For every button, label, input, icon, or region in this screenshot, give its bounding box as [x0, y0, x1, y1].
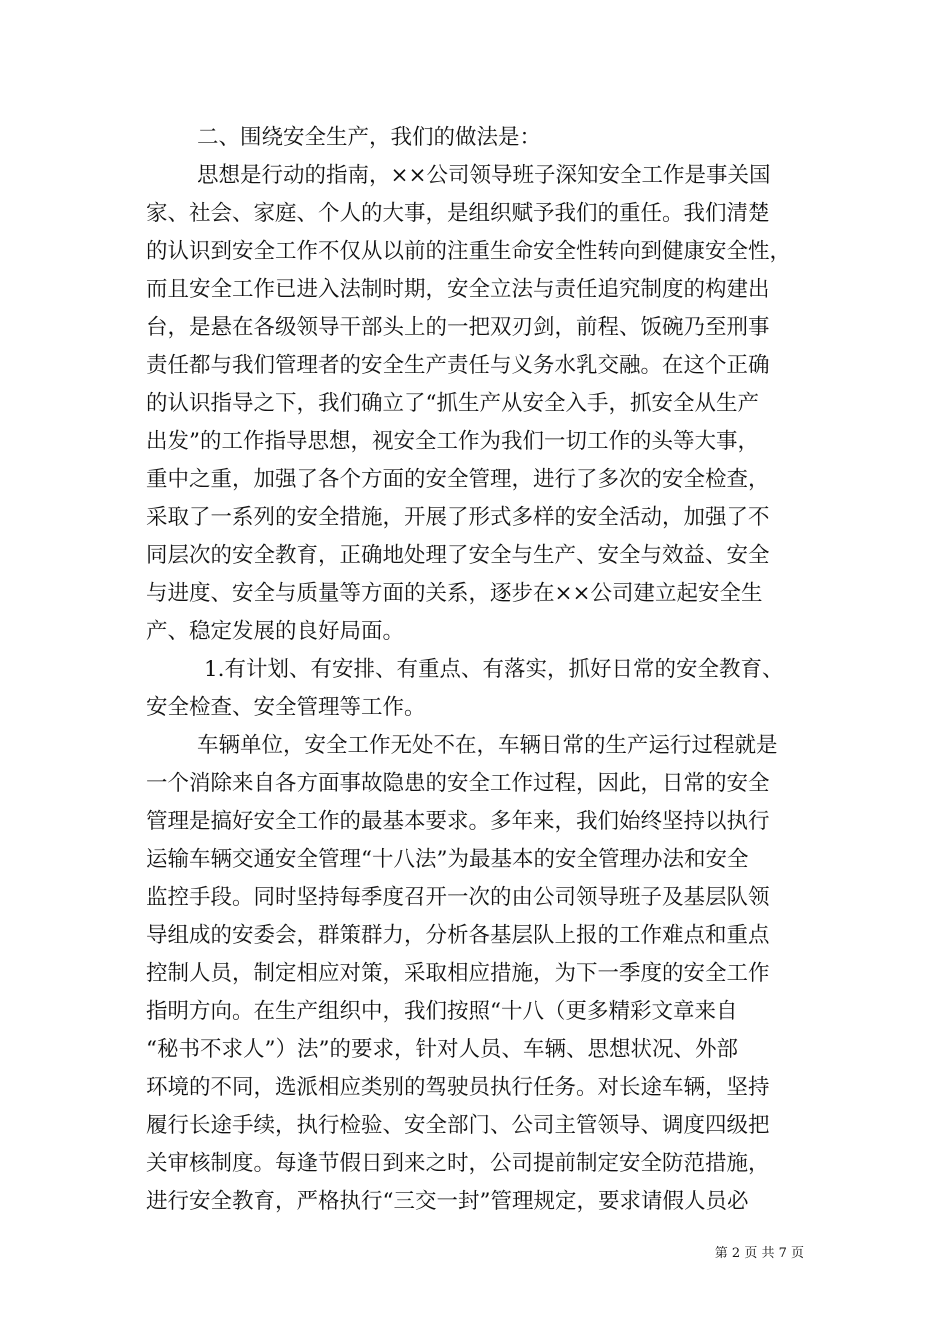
paragraph-line: 出发”的工作指导思想，视安全工作为我们一切工作的头等大事， [146, 429, 759, 454]
paragraph-line: 管理是搞好安全工作的最基本要求。多年来，我们始终坚持以执行 [146, 809, 770, 834]
paragraph-line: 同层次的安全教育，正确地处理了安全与生产、安全与效益、安全 [146, 543, 770, 568]
paragraph-line: 导组成的安委会，群策群力，分析各基层队上报的工作难点和重点 [146, 923, 770, 948]
list-item-heading: 1.有计划、有安排、有重点、有落实，抓好日常的安全教育、 [204, 657, 784, 682]
paragraph-line: 的认识到安全工作不仅从以前的注重生命安全性转向到健康安全性， [146, 239, 792, 264]
paragraph-line: 台，是悬在各级领导干部头上的一把双刃剑，前程、饭碗乃至刑事 [146, 315, 770, 340]
paragraph-line: 产、稳定发展的良好局面。 [146, 619, 405, 644]
paragraph-line: 环境的不同，选派相应类别的驾驶员执行任务。对长途车辆，坚持 [146, 1075, 770, 1100]
paragraph-line: 采取了一系列的安全措施，开展了形式多样的安全活动，加强了不 [146, 505, 770, 530]
paragraph-line: 控制人员，制定相应对策，采取相应措施，为下一季度的安全工作 [146, 961, 770, 986]
paragraph-line: 指明方向。在生产组织中，我们按照“十八（更多精彩文章来自 [146, 999, 738, 1024]
paragraph-line: 进行安全教育，严格执行“三交一封”管理规定，要求请假人员必 [146, 1189, 749, 1214]
paragraph-line: 思想是行动的指南，××公司领导班子深知安全工作是事关国 [197, 163, 771, 188]
paragraph-line: 履行长途手续，执行检验、安全部门、公司主管领导、调度四级把 [146, 1113, 770, 1138]
paragraph-line: 一个消除来自各方面事故隐患的安全工作过程，因此，日常的安全 [146, 771, 770, 796]
paragraph-line: 重中之重，加强了各个方面的安全管理，进行了多次的安全检查， [146, 467, 770, 492]
paragraph-line: 责任都与我们管理者的安全生产责任与义务水乳交融。在这个正确 [146, 353, 770, 378]
paragraph-line: 而且安全工作已进入法制时期，安全立法与责任追究制度的构建出 [146, 277, 770, 302]
paragraph-line: 家、社会、家庭、个人的大事，是组织赋予我们的重任。我们清楚 [146, 201, 770, 226]
paragraph-line: 监控手段。同时坚持每季度召开一次的由公司领导班子及基层队领 [146, 885, 770, 910]
paragraph-line: 运输车辆交通安全管理“十八法”为最基本的安全管理办法和安全 [146, 847, 749, 872]
paragraph-line: 车辆单位，安全工作无处不在，车辆日常的生产运行过程就是 [197, 733, 778, 758]
list-item-heading: 安全检查、安全管理等工作。 [146, 695, 426, 720]
paragraph-line: 与进度、安全与质量等方面的关系，逐步在××公司建立起安全生 [146, 581, 763, 606]
paragraph-line: “秘书不求人”）法”的要求，针对人员、车辆、思想状况、外部 [146, 1037, 738, 1062]
paragraph-line: 关审核制度。每逢节假日到来之时，公司提前制定安全防范措施， [146, 1151, 770, 1176]
paragraph-line: 的认识指导之下，我们确立了“抓生产从安全入手，抓安全从生产 [146, 391, 759, 416]
page-number-footer: 第 2 页 共 7 页 [714, 1246, 804, 1261]
section-heading: 二、围绕安全生产，我们的做法是： [197, 125, 542, 150]
